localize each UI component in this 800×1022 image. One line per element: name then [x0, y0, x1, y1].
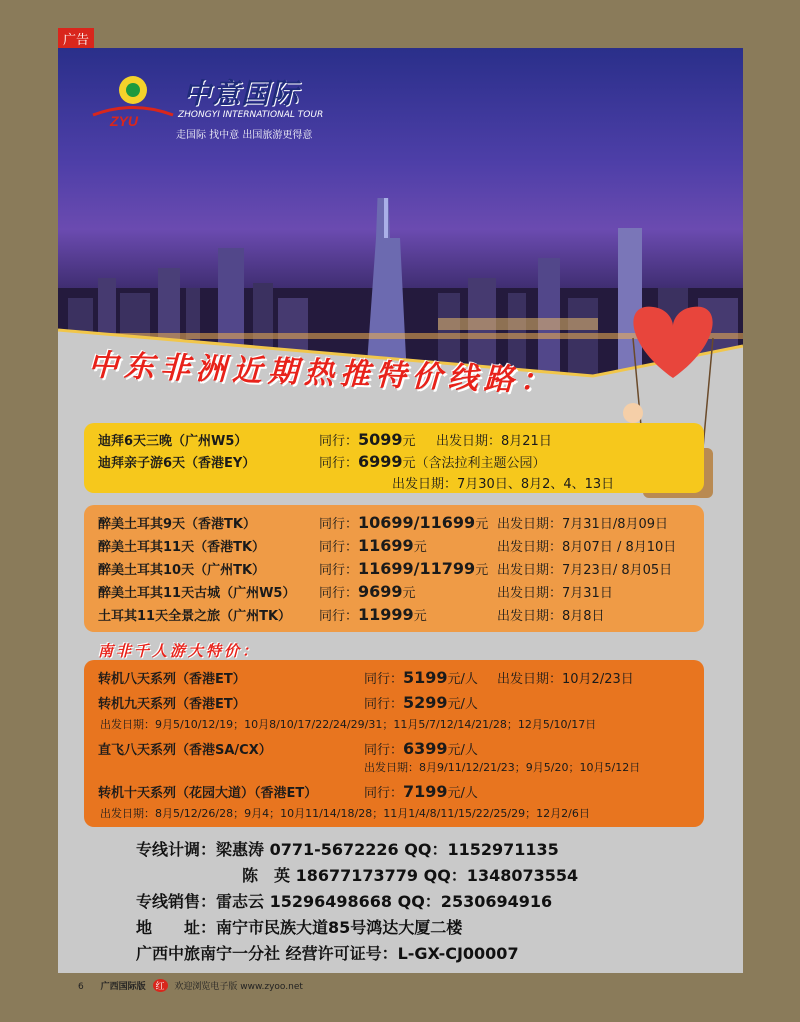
zhongyi-logo-icon: [88, 70, 178, 130]
departure-date: 出发日期：8月8日: [497, 609, 605, 624]
route-price-line: 同行：6399元/人: [364, 739, 478, 758]
list-item: [319, 452, 546, 471]
route-name: 转机八天系列（香港ET）: [98, 672, 246, 687]
route-name: 醉美土耳其10天（广州TK）: [98, 563, 266, 578]
contact-line-second: 陈 英 18677173779 QQ：1348073554: [242, 866, 579, 885]
contact-line-sales: 专线销售：雷志云 15296498668 QQ：2530694916: [136, 892, 553, 911]
peer-label: 同行：: [319, 434, 359, 449]
price-unit: 元（含法拉利主题公园）: [402, 456, 546, 471]
turkey-routes-panel: [84, 505, 704, 632]
footer-text: 欢迎浏览电子版 www.zyoo.net: [174, 982, 303, 992]
departure-date: 出发日期：7月31日: [497, 586, 613, 601]
ad-tag: 广告: [58, 28, 94, 49]
route-price-line: 同行：10699/11699元: [319, 513, 489, 532]
contact-address: 地 址：南宁市民族大道85号鸿达大厦二楼: [136, 918, 463, 937]
dubai-routes-panel: [84, 423, 704, 493]
list-item: [98, 430, 247, 449]
headline-middle-east-africa: 中东非洲近期热推特价线路：: [87, 347, 557, 400]
route-name: 直飞八天系列（香港SA/CX）: [98, 743, 272, 758]
route-name: 醉美土耳其11天古城（广州W5）: [98, 586, 296, 601]
contact-line-operator: 专线计调：梁惠涛 0771-5672226 QQ：1152971135: [136, 840, 559, 859]
departure-date: 出发日期：8月21日: [436, 434, 552, 449]
route-name: 醉美土耳其11天（香港TK）: [98, 540, 266, 555]
route-price: 6999: [358, 452, 403, 471]
peer-label: 同行：: [319, 456, 359, 471]
route-price-line: 同行：11699/11799元: [319, 559, 489, 578]
route-name: 转机十天系列（花园大道）（香港ET）: [98, 786, 318, 801]
red-badge-icon: 红: [153, 979, 168, 992]
logo-mark-text: ZYU: [110, 113, 138, 129]
route-price-line: 同行：9699元: [319, 582, 416, 601]
departure-date: 出发日期：7月30日、8月2、4、13日: [392, 477, 615, 492]
departure-dates: 出发日期：8月9/11/12/21/23；9月5/20；10月5/12日: [364, 761, 641, 774]
route-price-line: 同行：5199元/人: [364, 668, 478, 687]
departure-date: 出发日期：7月31日/8月09日: [497, 517, 669, 532]
contact-license: 广西中旅南宁一分社 经营许可证号：L-GX-CJ00007: [136, 944, 519, 963]
route-name: 醉美土耳其9天（香港TK）: [98, 517, 256, 532]
departure-dates: 出发日期：8月5/12/26/28；9月4；10月11/14/18/28；11月1/4/8/11/15/22/25/29；12月2/6日: [100, 807, 590, 820]
logo-english-name: ZHONGYI INTERNATIONAL TOUR: [178, 110, 324, 120]
departure-date: 出发日期：8月07日 / 8月10日: [497, 540, 677, 555]
list-item: [98, 452, 255, 471]
route-name: 迪拜亲子游6天（香港EY）: [98, 456, 256, 471]
departure-date: 出发日期：7月23日/ 8月05日: [497, 563, 673, 578]
route-name: 迪拜6天三晚（广州W5）: [98, 434, 248, 449]
headline-south-africa: 南非千人游大特价：: [98, 642, 261, 660]
south-africa-routes-panel: [84, 660, 704, 827]
route-name: 土耳其11天全景之旅（广州TK）: [98, 609, 292, 624]
route-price-line: 同行：7199元/人: [364, 782, 478, 801]
departure-date: 出发日期：10月2/23日: [497, 672, 634, 687]
route-price: 5099: [358, 430, 403, 449]
logo-name: 中意国际: [183, 77, 300, 110]
departure-dates: 出发日期：9月5/10/12/19；10月8/10/17/22/24/29/31；11月5/7/12/14/21/28；12月5/10/17日: [100, 718, 597, 731]
route-price-line: 同行：11699元: [319, 536, 427, 555]
list-item: [319, 430, 416, 449]
page-footer: [78, 979, 303, 992]
edition-name: 广西国际版: [100, 982, 146, 992]
ad-page: [58, 48, 743, 973]
price-unit: 元: [402, 434, 416, 449]
route-name: 转机九天系列（香港ET）: [98, 697, 246, 712]
logo-slogan: 走国际 找中意 出国旅游更得意: [176, 130, 313, 141]
route-price-line: 同行：5299元/人: [364, 693, 478, 712]
route-price-line: 同行：11999元: [319, 605, 427, 624]
page-number: 6: [78, 982, 84, 992]
